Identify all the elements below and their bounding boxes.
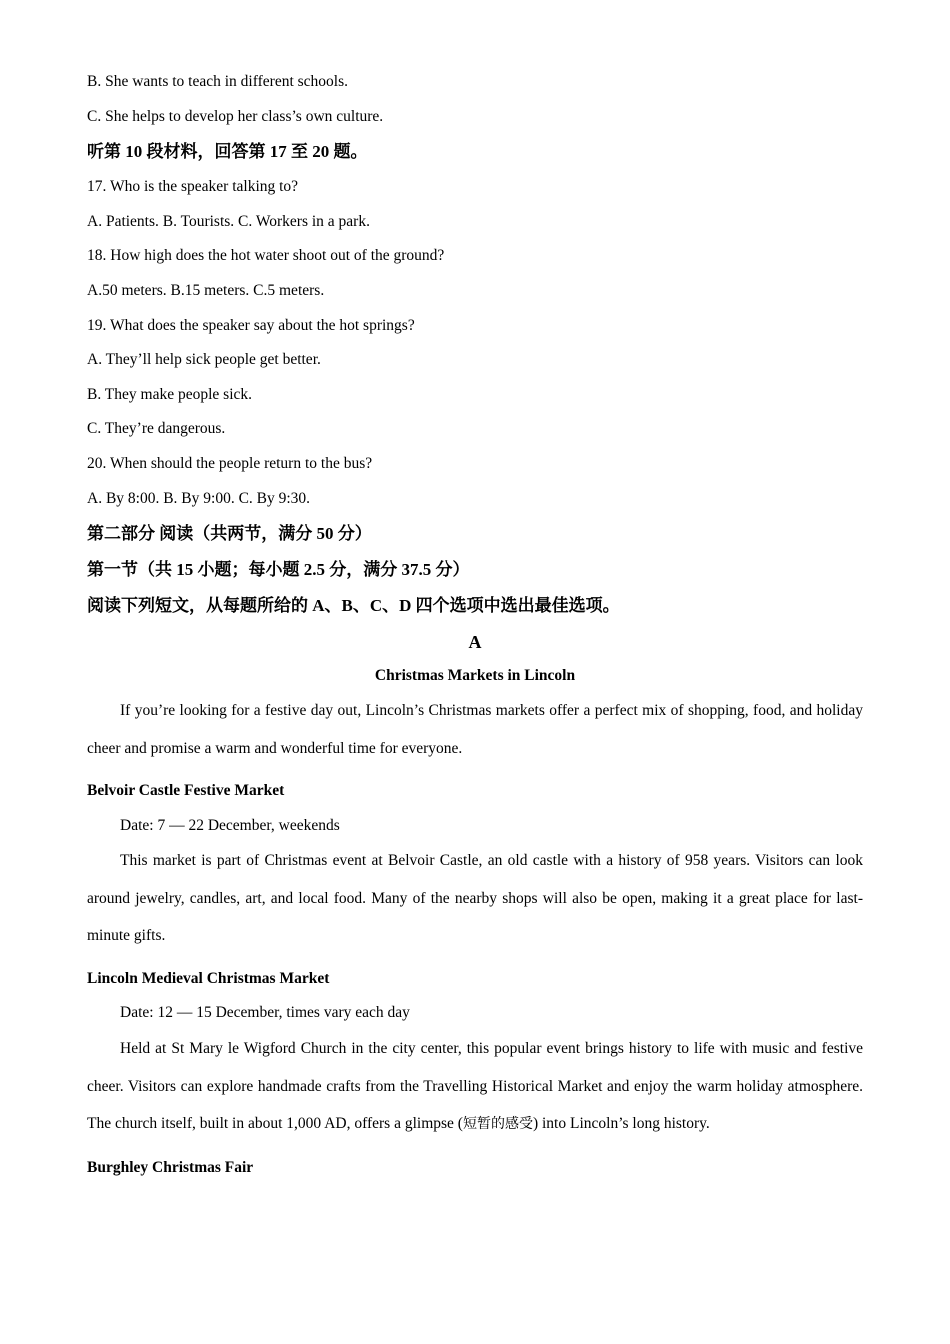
q20-options: A. By 8:00. B. By 9:00. C. By 9:30.	[87, 489, 311, 507]
q18-question: 18. How high does the hot water shoot out of the ground?	[87, 247, 445, 265]
q16-option-c: C. She helps to develop her class’s own culture.	[87, 107, 384, 125]
q19-option-b: B. They make people sick.	[87, 385, 253, 403]
reading-instruction: 阅读下列短文，从每题所给的 A、B、C、D 四个选项中选出最佳选项。	[87, 596, 620, 616]
market2-date: Date: 12 — 15 December, times vary each day	[120, 1004, 410, 1022]
market2-desc-gloss: 短暂的感受	[462, 1116, 533, 1132]
q17-options: A. Patients. B. Tourists. C. Workers in a park.	[87, 212, 370, 230]
market1-date: Date: 7 — 22 December, weekends	[120, 816, 340, 834]
q17-question: 17. Who is the speaker talking to?	[87, 178, 299, 196]
q19-question: 19. What does the speaker say about the hot springs?	[87, 316, 415, 334]
section10-instruction: 听第 10 段材料，回答第 17 至 20 题。	[87, 142, 368, 162]
passage-intro: If you’re looking for a festive day out, Lincoln’s Christmas markets offer a perfect mix of shopping, food, and holiday cheer and promise a warm and wonderful time for everyone.	[87, 702, 863, 757]
part2-heading: 第二部分 阅读（共两节，满分 50 分）	[87, 524, 372, 544]
document-page	[87, 72, 863, 1192]
market2-desc-after: ) into Lincoln’s long history.	[532, 1115, 710, 1132]
q20-question: 20. When should the people return to the bus?	[87, 454, 373, 472]
market3-name: Burghley Christmas Fair	[87, 1158, 254, 1176]
passage-letter: A	[468, 632, 482, 653]
market2-desc-before: Held at St Mary le Wigford Church in the city center, this popular event brings history to life with music and festive cheer. Visitors can explore handmade crafts from the Travelling Historical Market and enjoy the warm holiday atmosphere. The church itself, built in about 1,000 AD, offers a glimpse (	[87, 1040, 863, 1132]
q18-options: A.50 meters. B.15 meters. C.5 meters.	[87, 281, 325, 299]
q16-option-b: B. She wants to teach in different schools.	[87, 73, 349, 90]
market2-name: Lincoln Medieval Christmas Market	[87, 969, 330, 987]
q19-option-c: C. They’re dangerous.	[87, 420, 226, 438]
section1-heading: 第一节（共 15 小题；每小题 2.5 分，满分 37.5 分）	[87, 560, 470, 580]
market2-desc	[87, 1030, 863, 1144]
market1-desc: This market is part of Christmas event at Belvoir Castle, an old castle with a history of 958 years. Visitors can look around jewelry, candles, art, and local food. Many of the nearby shops will also be open, making it a great place for last-minute gifts.	[87, 852, 863, 945]
market1-name: Belvoir Castle Festive Market	[87, 782, 285, 800]
passage-title: Christmas Markets in Lincoln	[374, 667, 576, 685]
q19-option-a: A. They’ll help sick people get better.	[87, 351, 321, 369]
